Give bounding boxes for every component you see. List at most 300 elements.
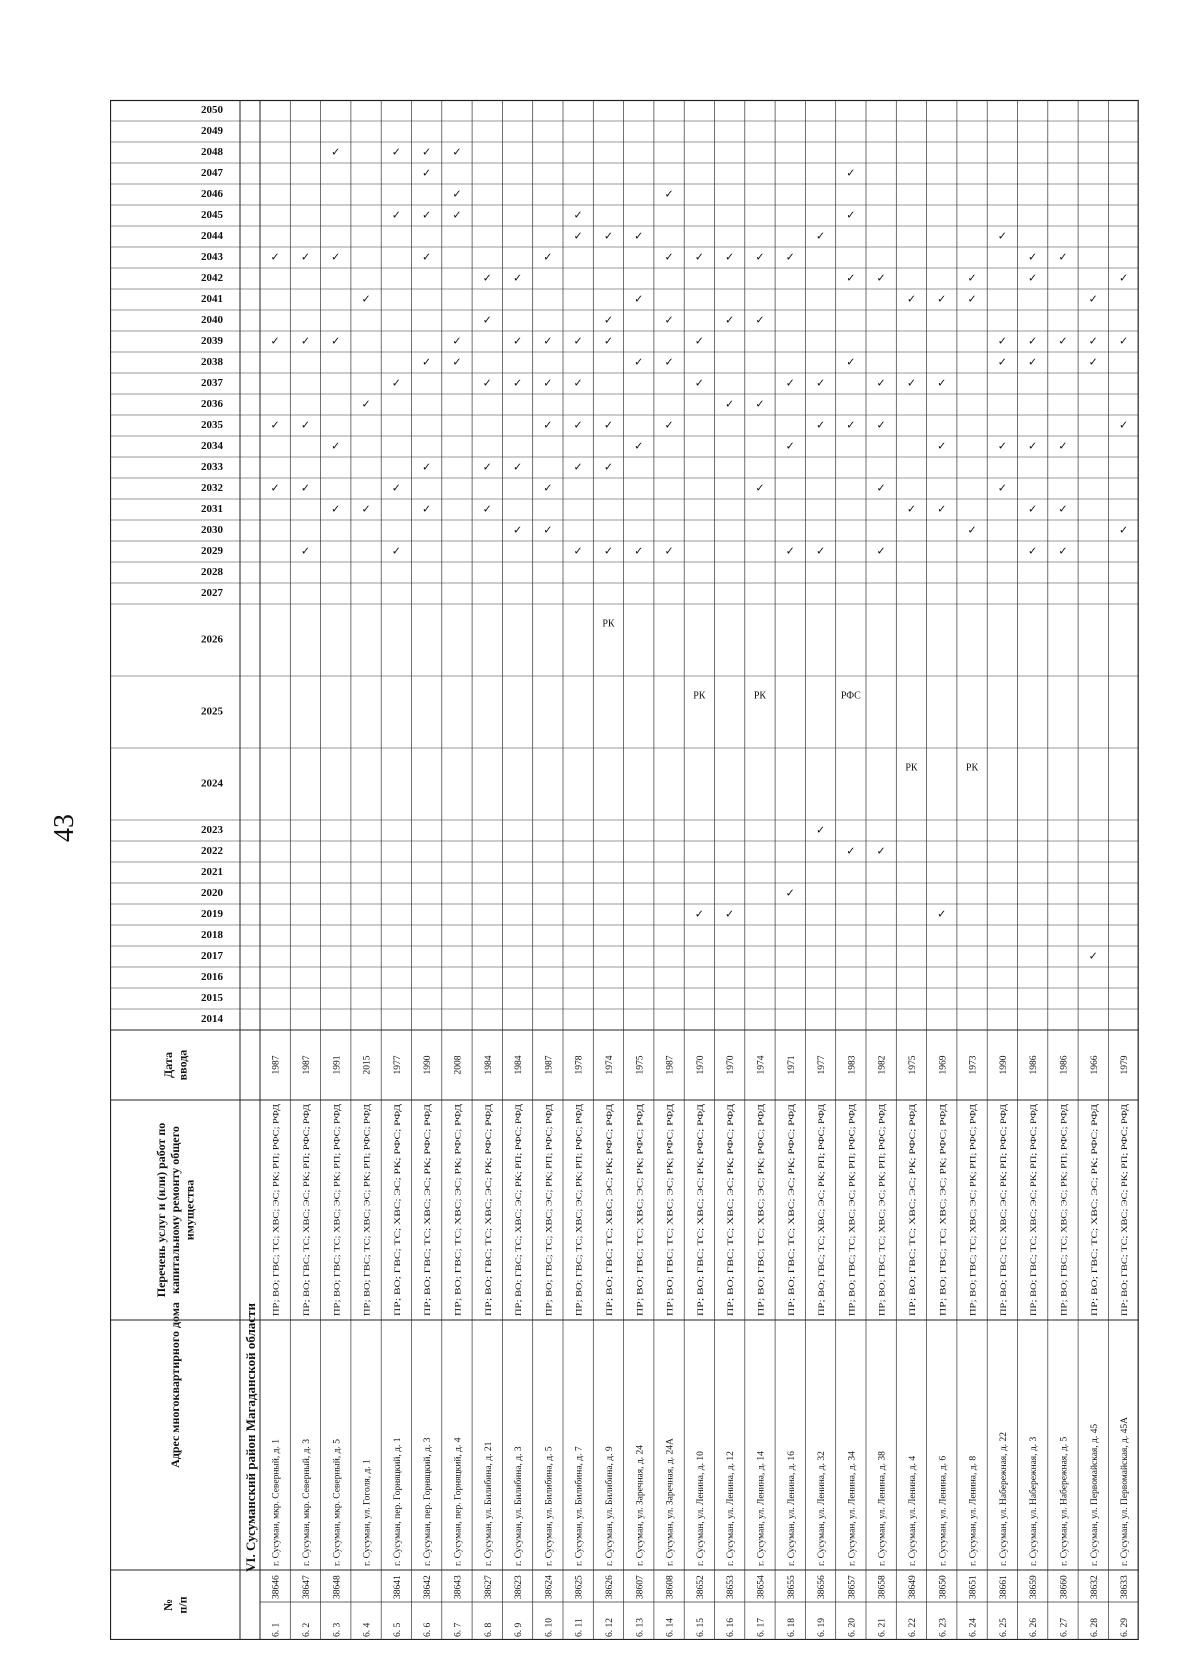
check-mark-2019: ✓ xyxy=(694,907,704,921)
row-works: ПР; ВО; ГВС; ТС; ХВС; ЭС; РК; РП; РФС; РФД xyxy=(1119,1136,1130,1316)
row-year: 1986 xyxy=(1059,1055,1070,1075)
row-address: г. Сусуман, ул. Набережная, д. 22 xyxy=(998,1432,1009,1566)
row-number: 6. 14 xyxy=(665,1618,676,1637)
row-address: г. Сусуман, мкр. Северный, д. 3 xyxy=(301,1439,312,1566)
row-number: 6. 22 xyxy=(907,1618,918,1637)
check-mark-2045: ✓ xyxy=(391,208,401,222)
check-mark-2043: ✓ xyxy=(725,250,735,264)
row-year: 2008 xyxy=(453,1055,464,1075)
row-code: 38641 xyxy=(392,1575,403,1599)
check-mark-2045: ✓ xyxy=(573,208,583,222)
check-mark-2043: ✓ xyxy=(755,250,765,264)
check-mark-2038: ✓ xyxy=(846,355,856,369)
check-mark-2035: ✓ xyxy=(846,418,856,432)
year-header-2030: 2030 xyxy=(201,524,223,537)
row-address: г. Сусуман, мкр. Северный, д. 1 xyxy=(271,1439,282,1566)
check-mark-2033: ✓ xyxy=(422,460,432,474)
row-address: г. Сусуман, ул. Первомайская, д. 45А xyxy=(1120,1417,1131,1566)
check-mark-2032: ✓ xyxy=(997,481,1007,495)
row-number: 6. 8 xyxy=(483,1622,494,1637)
row-address: г. Сусуман, ул. Ленина, д. 8 xyxy=(968,1455,979,1566)
row-number: 6. 7 xyxy=(453,1622,464,1637)
check-mark-2043: ✓ xyxy=(300,250,311,264)
row-works: ПР; ВО; ГВС; ТС; ХВС; ЭС; РК; РФС; РФД xyxy=(422,1151,433,1316)
check-mark-2031: ✓ xyxy=(1058,502,1068,516)
capital-repair-table xyxy=(110,50,1170,1640)
row-address: г. Сусуман, ул. Гоголя, д. 1 xyxy=(362,1459,373,1566)
check-mark-2031: ✓ xyxy=(422,502,432,516)
check-mark-2037: ✓ xyxy=(512,376,523,390)
row-works: ПР; ВО; ГВС; ТС; ХВС; ЭС; РК; РП; РФС; РФД xyxy=(361,1136,372,1316)
check-mark-2032: ✓ xyxy=(270,481,280,495)
check-mark-2029: ✓ xyxy=(664,544,674,558)
row-address: г. Сусуман, ул. Ленина, д. 38 xyxy=(877,1451,888,1566)
row-number: 6. 11 xyxy=(574,1618,585,1637)
check-mark-2035: ✓ xyxy=(300,418,311,432)
year-header-2043: 2043 xyxy=(201,251,223,264)
check-mark-2032: ✓ xyxy=(876,481,886,495)
header-address: Адрес многоквартирного дома xyxy=(168,1302,183,1468)
work-mark-2025: РК xyxy=(753,690,767,702)
check-mark-2038: ✓ xyxy=(634,355,644,369)
check-mark-2048: ✓ xyxy=(331,145,341,159)
check-mark-2034: ✓ xyxy=(937,439,947,453)
row-address: г. Сусуман, ул. Ленина, д. 6 xyxy=(938,1455,949,1566)
year-header-2026: 2026 xyxy=(201,633,223,646)
check-mark-2043: ✓ xyxy=(694,250,704,264)
row-address: г. Сусуман, ул. Заречная, д. 24 xyxy=(635,1445,646,1566)
check-mark-2031: ✓ xyxy=(482,502,492,516)
check-mark-2029: ✓ xyxy=(1028,544,1038,558)
row-year: 1984 xyxy=(514,1055,525,1075)
check-mark-2039: ✓ xyxy=(573,334,583,348)
row-number: 6. 9 xyxy=(514,1622,525,1637)
year-header-2049: 2049 xyxy=(201,125,223,138)
row-address: г. Сусуман, ул. Набережная, д. 5 xyxy=(1059,1436,1070,1566)
row-year: 1974 xyxy=(756,1055,767,1075)
row-address: г. Сусуман, ул. Ленина, д. 34 xyxy=(847,1451,858,1566)
row-address: г. Сусуман, ул. Набережная, д. 3 xyxy=(1029,1436,1040,1566)
check-mark-2039: ✓ xyxy=(331,334,341,348)
check-mark-2037: ✓ xyxy=(937,376,947,390)
check-mark-2029: ✓ xyxy=(815,544,826,558)
year-header-2034: 2034 xyxy=(201,440,223,453)
check-mark-2033: ✓ xyxy=(603,460,614,474)
row-works: ПР; ВО; ГВС; ТС; ХВС; ЭС; РК; РП; РФС; РФД xyxy=(543,1136,554,1316)
check-mark-2040: ✓ xyxy=(482,313,492,327)
year-header-2027: 2027 xyxy=(201,587,223,600)
check-mark-2037: ✓ xyxy=(694,376,704,390)
row-code: 38623 xyxy=(514,1575,525,1599)
row-code: 38658 xyxy=(877,1575,888,1599)
row-address: г. Сусуман, ул. Ленина, д. 4 xyxy=(907,1455,918,1566)
check-mark-2037: ✓ xyxy=(482,376,492,390)
row-address: г. Сусуман, пер. Горняцкий, д. 1 xyxy=(392,1437,403,1566)
row-works: ПР; ВО; ГВС; ТС; ХВС; ЭС; РК; РФС; РФД xyxy=(452,1151,463,1316)
row-works: ПР; ВО; ГВС; ТС; ХВС; ЭС; РК; РП; РФС; РФД xyxy=(513,1136,524,1316)
row-year: 1991 xyxy=(332,1055,343,1075)
check-mark-2040: ✓ xyxy=(603,313,614,327)
row-year: 1979 xyxy=(1120,1055,1131,1075)
check-mark-2038: ✓ xyxy=(997,355,1007,369)
check-mark-2045: ✓ xyxy=(846,208,856,222)
row-code: 38659 xyxy=(1029,1575,1040,1599)
check-mark-2032: ✓ xyxy=(755,481,765,495)
row-works: ПР; ВО; ГВС; ТС; ХВС; ЭС; РК; РФС; РФД xyxy=(664,1151,675,1316)
check-mark-2034: ✓ xyxy=(331,439,341,453)
check-mark-2020: ✓ xyxy=(785,886,795,900)
row-number: 6. 21 xyxy=(877,1618,888,1637)
year-header-2015: 2015 xyxy=(201,992,223,1005)
check-mark-2038: ✓ xyxy=(1028,355,1038,369)
year-header-2040: 2040 xyxy=(201,314,223,327)
check-mark-2041: ✓ xyxy=(1088,292,1098,306)
check-mark-2042: ✓ xyxy=(1028,271,1038,285)
page-number: 43 xyxy=(49,814,80,842)
check-mark-2038: ✓ xyxy=(422,355,432,369)
check-mark-2043: ✓ xyxy=(785,250,795,264)
check-mark-2029: ✓ xyxy=(603,544,614,558)
year-header-2033: 2033 xyxy=(201,461,223,474)
check-mark-2035: ✓ xyxy=(1118,418,1129,432)
year-header-2045: 2045 xyxy=(201,209,223,222)
check-mark-2039: ✓ xyxy=(1058,334,1068,348)
row-year: 1987 xyxy=(544,1055,555,1075)
row-address: г. Сусуман, пер. Горняцкий, д. 4 xyxy=(453,1437,464,1566)
row-code: 38653 xyxy=(726,1575,737,1599)
year-header-2021: 2021 xyxy=(201,866,223,879)
row-address: г. Сусуман, ул. Билибина, д. 21 xyxy=(483,1441,494,1566)
check-mark-2031: ✓ xyxy=(331,502,341,516)
row-year: 1975 xyxy=(907,1055,918,1075)
row-address: г. Сусуман, ул. Ленина, д. 16 xyxy=(786,1451,797,1566)
check-mark-2037: ✓ xyxy=(573,376,583,390)
year-header-2050: 2050 xyxy=(201,104,223,117)
check-mark-2040: ✓ xyxy=(755,313,765,327)
check-mark-2034: ✓ xyxy=(785,439,795,453)
row-code: 38655 xyxy=(786,1575,797,1599)
row-year: 1987 xyxy=(665,1055,676,1075)
row-works: ПР; ВО; ГВС; ТС; ХВС; ЭС; РК; РП; РФС; РФД xyxy=(1058,1136,1069,1316)
row-number: 6. 29 xyxy=(1120,1618,1131,1637)
row-address: г. Сусуман, ул. Билибина, д. 9 xyxy=(604,1446,615,1566)
check-mark-2032: ✓ xyxy=(391,481,401,495)
check-mark-2037: ✓ xyxy=(543,376,553,390)
row-code: 38627 xyxy=(483,1575,494,1599)
check-mark-2042: ✓ xyxy=(512,271,523,285)
row-works: ПР; ВО; ГВС; ТС; ХВС; ЭС; РК; РФС; РФД xyxy=(634,1151,645,1316)
check-mark-2043: ✓ xyxy=(1028,250,1038,264)
check-mark-2036: ✓ xyxy=(361,397,371,411)
check-mark-2039: ✓ xyxy=(1028,334,1038,348)
row-number: 6. 1 xyxy=(271,1622,282,1637)
row-address: г. Сусуман, ул. Заречная, д. 24А xyxy=(665,1438,676,1566)
row-year: 1990 xyxy=(998,1055,1009,1075)
check-mark-2039: ✓ xyxy=(300,334,311,348)
check-mark-2022: ✓ xyxy=(846,844,856,858)
work-mark-2025: РК xyxy=(693,690,706,702)
check-mark-2033: ✓ xyxy=(573,460,583,474)
check-mark-2044: ✓ xyxy=(815,229,826,243)
row-code: 38660 xyxy=(1059,1575,1070,1599)
check-mark-2037: ✓ xyxy=(876,376,886,390)
row-works: ПР; ВО; ГВС; ТС; ХВС; ЭС; РК; РФС; РФД xyxy=(603,1151,614,1316)
row-code: 38608 xyxy=(665,1575,676,1599)
check-mark-2043: ✓ xyxy=(422,250,432,264)
row-code: 38656 xyxy=(817,1575,828,1599)
year-header-2016: 2016 xyxy=(201,971,223,984)
year-header-2046: 2046 xyxy=(201,188,223,201)
row-code: 38624 xyxy=(544,1575,555,1599)
row-works: ПР; ВО; ГВС; ТС; ХВС; ЭС; РК; РП; РФС; РФД xyxy=(997,1136,1008,1316)
row-number: 6. 23 xyxy=(938,1618,949,1637)
check-mark-2043: ✓ xyxy=(331,250,341,264)
row-works: ПР; ВО; ГВС; ТС; ХВС; ЭС; РК; РП; РФС; РФД xyxy=(816,1136,827,1316)
check-mark-2038: ✓ xyxy=(664,355,674,369)
check-mark-2035: ✓ xyxy=(270,418,280,432)
row-number: 6. 25 xyxy=(998,1618,1009,1637)
check-mark-2036: ✓ xyxy=(725,397,735,411)
check-mark-2038: ✓ xyxy=(1088,355,1098,369)
check-mark-2046: ✓ xyxy=(452,187,462,201)
year-header-2017: 2017 xyxy=(201,950,223,963)
rotated-page xyxy=(110,50,1170,1640)
row-number: 6. 26 xyxy=(1029,1618,1040,1637)
check-mark-2039: ✓ xyxy=(512,334,523,348)
check-mark-2019: ✓ xyxy=(937,907,947,921)
row-year: 1970 xyxy=(726,1055,737,1075)
row-code: 38626 xyxy=(604,1575,615,1599)
row-works: ПР; ВО; ГВС; ТС; ХВС; ЭС; РК; РП; РФС; РФД xyxy=(967,1136,978,1316)
check-mark-2040: ✓ xyxy=(725,313,735,327)
row-number: 6. 3 xyxy=(332,1622,343,1637)
row-code: 38661 xyxy=(998,1575,1009,1599)
header-num: №п/п xyxy=(161,1596,190,1614)
check-mark-2029: ✓ xyxy=(634,544,644,558)
check-mark-2045: ✓ xyxy=(452,208,462,222)
row-code: 38607 xyxy=(635,1575,646,1599)
check-mark-2029: ✓ xyxy=(391,544,401,558)
check-mark-2042: ✓ xyxy=(1118,271,1129,285)
year-header-2048: 2048 xyxy=(201,146,223,159)
row-works: ПР; ВО; ГВС; ТС; ХВС; ЭС; РК; РФС; РФД xyxy=(482,1151,493,1316)
check-mark-2041: ✓ xyxy=(361,292,371,306)
year-header-2018: 2018 xyxy=(201,929,223,942)
check-mark-2039: ✓ xyxy=(270,334,280,348)
row-address: г. Сусуман, ул. Ленина, д. 10 xyxy=(695,1451,706,1566)
work-mark-2026: РК xyxy=(602,618,615,630)
year-header-2044: 2044 xyxy=(201,230,223,243)
check-mark-2034: ✓ xyxy=(1028,439,1038,453)
row-works: ПР; ВО; ГВС; ТС; ХВС; ЭС; РК; РФС; РФД xyxy=(725,1151,736,1316)
check-mark-2044: ✓ xyxy=(573,229,583,243)
check-mark-2042: ✓ xyxy=(846,271,856,285)
row-number: 6. 12 xyxy=(604,1618,615,1637)
check-mark-2039: ✓ xyxy=(997,334,1007,348)
row-works: ПР; ВО; ГВС; ТС; ХВС; ЭС; РК; РФС; РФД xyxy=(906,1151,917,1316)
check-mark-2034: ✓ xyxy=(997,439,1007,453)
row-year: 1975 xyxy=(635,1055,646,1075)
check-mark-2035: ✓ xyxy=(876,418,886,432)
year-header-2019: 2019 xyxy=(201,908,223,921)
row-number: 6. 13 xyxy=(635,1618,646,1637)
row-works: ПР; ВО; ГВС; ТС; ХВС; ЭС; РК; РФС; РФД xyxy=(1088,1151,1099,1316)
table-border xyxy=(111,101,1139,1640)
year-header-2025: 2025 xyxy=(201,705,223,718)
row-address: г. Сусуман, ул. Ленина, д. 32 xyxy=(817,1451,828,1566)
year-header-2024: 2024 xyxy=(201,777,223,790)
check-mark-2029: ✓ xyxy=(573,544,583,558)
check-mark-2017: ✓ xyxy=(1088,949,1098,963)
year-header-2031: 2031 xyxy=(201,503,223,516)
row-year: 1983 xyxy=(847,1055,858,1075)
year-header-2014: 2014 xyxy=(201,1013,223,1026)
row-number: 6. 20 xyxy=(847,1618,858,1637)
check-mark-2030: ✓ xyxy=(967,523,977,537)
year-header-2023: 2023 xyxy=(201,824,223,837)
row-number: 6. 16 xyxy=(726,1618,737,1637)
check-mark-2033: ✓ xyxy=(512,460,523,474)
check-mark-2033: ✓ xyxy=(482,460,492,474)
check-mark-2035: ✓ xyxy=(815,418,826,432)
section-title: VI. Сусуманский район Магаданской области xyxy=(243,1303,258,1572)
year-header-2037: 2037 xyxy=(201,377,223,390)
row-code: 38654 xyxy=(756,1575,767,1599)
header-date: Датаввода xyxy=(161,1049,190,1081)
check-mark-2048: ✓ xyxy=(422,145,432,159)
check-mark-2048: ✓ xyxy=(452,145,462,159)
row-year: 1987 xyxy=(301,1055,312,1075)
row-code: 38647 xyxy=(301,1575,312,1599)
year-header-2042: 2042 xyxy=(201,272,223,285)
check-mark-2043: ✓ xyxy=(664,250,674,264)
row-code: 38650 xyxy=(938,1575,949,1599)
check-mark-2029: ✓ xyxy=(785,544,795,558)
row-works: ПР; ВО; ГВС; ТС; ХВС; ЭС; РК; РП; РФС; РФД xyxy=(846,1136,857,1316)
row-code: 38625 xyxy=(574,1575,585,1599)
row-works: ПР; ВО; ГВС; ТС; ХВС; ЭС; РК; РФС; РФД xyxy=(785,1151,796,1316)
check-mark-2044: ✓ xyxy=(603,229,614,243)
row-code: 38649 xyxy=(907,1575,918,1599)
check-mark-2029: ✓ xyxy=(300,544,311,558)
check-mark-2030: ✓ xyxy=(1118,523,1129,537)
row-year: 1978 xyxy=(574,1055,585,1075)
row-code: 38642 xyxy=(423,1575,434,1599)
check-mark-2039: ✓ xyxy=(1118,334,1129,348)
row-number: 6. 15 xyxy=(695,1618,706,1637)
row-number: 6. 6 xyxy=(423,1622,434,1637)
check-mark-2031: ✓ xyxy=(906,502,917,516)
check-mark-2044: ✓ xyxy=(997,229,1007,243)
year-header-2020: 2020 xyxy=(201,887,223,900)
check-mark-2035: ✓ xyxy=(573,418,583,432)
row-number: 6. 10 xyxy=(544,1618,555,1637)
row-year: 1974 xyxy=(604,1055,615,1075)
row-address: г. Сусуман, ул. Первомайская, д. 45 xyxy=(1089,1423,1100,1566)
check-mark-2038: ✓ xyxy=(452,355,462,369)
row-works: ПР; ВО; ГВС; ТС; ХВС; ЭС; РК; РФС; РФД xyxy=(937,1151,948,1316)
row-year: 1984 xyxy=(483,1055,494,1075)
check-mark-2039: ✓ xyxy=(694,334,704,348)
check-mark-2039: ✓ xyxy=(452,334,462,348)
row-number: 6. 28 xyxy=(1089,1618,1100,1637)
check-mark-2045: ✓ xyxy=(422,208,432,222)
row-year: 1977 xyxy=(392,1055,403,1075)
row-code: 38643 xyxy=(453,1575,464,1599)
header-works: Перечень услуг и (или) работ покапитальному ремонту общегоимущества xyxy=(154,1122,197,1298)
check-mark-2042: ✓ xyxy=(482,271,492,285)
row-year: 1987 xyxy=(271,1055,282,1075)
row-number: 6. 27 xyxy=(1059,1618,1070,1637)
year-header-2032: 2032 xyxy=(201,482,223,495)
row-number: 6. 24 xyxy=(968,1618,979,1637)
row-works: ПР; ВО; ГВС; ТС; ХВС; ЭС; РК; РП; РФС; РФД xyxy=(573,1136,584,1316)
row-code: 38646 xyxy=(271,1575,282,1599)
year-header-2028: 2028 xyxy=(201,566,223,579)
row-year: 1986 xyxy=(1029,1055,1040,1075)
row-number: 6. 18 xyxy=(786,1618,797,1637)
check-mark-2041: ✓ xyxy=(967,292,977,306)
row-address: г. Сусуман, ул. Билибина, д. 3 xyxy=(514,1446,525,1566)
check-mark-2047: ✓ xyxy=(422,166,432,180)
check-mark-2037: ✓ xyxy=(815,376,826,390)
row-works: ПР; ВО; ГВС; ТС; ХВС; ЭС; РК; РП; РФС; РФД xyxy=(270,1136,281,1316)
row-number: 6. 5 xyxy=(392,1622,403,1637)
check-mark-2040: ✓ xyxy=(664,313,674,327)
year-header-2036: 2036 xyxy=(201,398,223,411)
check-mark-2041: ✓ xyxy=(906,292,917,306)
check-mark-2035: ✓ xyxy=(603,418,614,432)
check-mark-2046: ✓ xyxy=(664,187,674,201)
row-code: 38657 xyxy=(847,1575,858,1599)
check-mark-2047: ✓ xyxy=(846,166,856,180)
check-mark-2031: ✓ xyxy=(1028,502,1038,516)
row-year: 1970 xyxy=(695,1055,706,1075)
check-mark-2022: ✓ xyxy=(876,844,886,858)
work-mark-2024: РК xyxy=(905,762,918,774)
row-year: 1990 xyxy=(423,1055,434,1075)
row-code: 38648 xyxy=(332,1575,343,1599)
row-code: 38651 xyxy=(968,1575,979,1599)
year-header-2041: 2041 xyxy=(201,293,223,306)
row-year: 1973 xyxy=(968,1055,979,1075)
row-year: 1977 xyxy=(817,1055,828,1075)
row-year: 1966 xyxy=(1089,1055,1100,1075)
year-header-2035: 2035 xyxy=(201,419,223,432)
check-mark-2041: ✓ xyxy=(937,292,947,306)
row-year: 1969 xyxy=(938,1055,949,1075)
row-year: 1982 xyxy=(877,1055,888,1075)
row-address: г. Сусуман, ул. Ленина, д. 14 xyxy=(756,1451,767,1566)
row-address: г. Сусуман, пер. Горняцкий, д. 3 xyxy=(423,1437,434,1566)
check-mark-2035: ✓ xyxy=(664,418,674,432)
row-works: ПР; ВО; ГВС; ТС; ХВС; ЭС; РК; РП; РФС; РФД xyxy=(1028,1136,1039,1316)
row-works: ПР; ВО; ГВС; ТС; ХВС; ЭС; РК; РФС; РФД xyxy=(391,1151,402,1316)
row-number: 6. 4 xyxy=(362,1622,373,1637)
row-works: ПР; ВО; ГВС; ТС; ХВС; ЭС; РК; РФС; РФД xyxy=(755,1151,766,1316)
row-year: 2015 xyxy=(362,1055,373,1075)
year-header-2047: 2047 xyxy=(201,167,223,180)
check-mark-2039: ✓ xyxy=(1088,334,1098,348)
check-mark-2048: ✓ xyxy=(391,145,401,159)
row-code: 38632 xyxy=(1089,1575,1100,1599)
year-header-2038: 2038 xyxy=(201,356,223,369)
check-mark-2037: ✓ xyxy=(785,376,795,390)
check-mark-2042: ✓ xyxy=(876,271,886,285)
check-mark-2041: ✓ xyxy=(634,292,644,306)
row-address: г. Сусуман, ул. Билибина, д. 5 xyxy=(544,1446,555,1566)
check-mark-2043: ✓ xyxy=(543,250,553,264)
